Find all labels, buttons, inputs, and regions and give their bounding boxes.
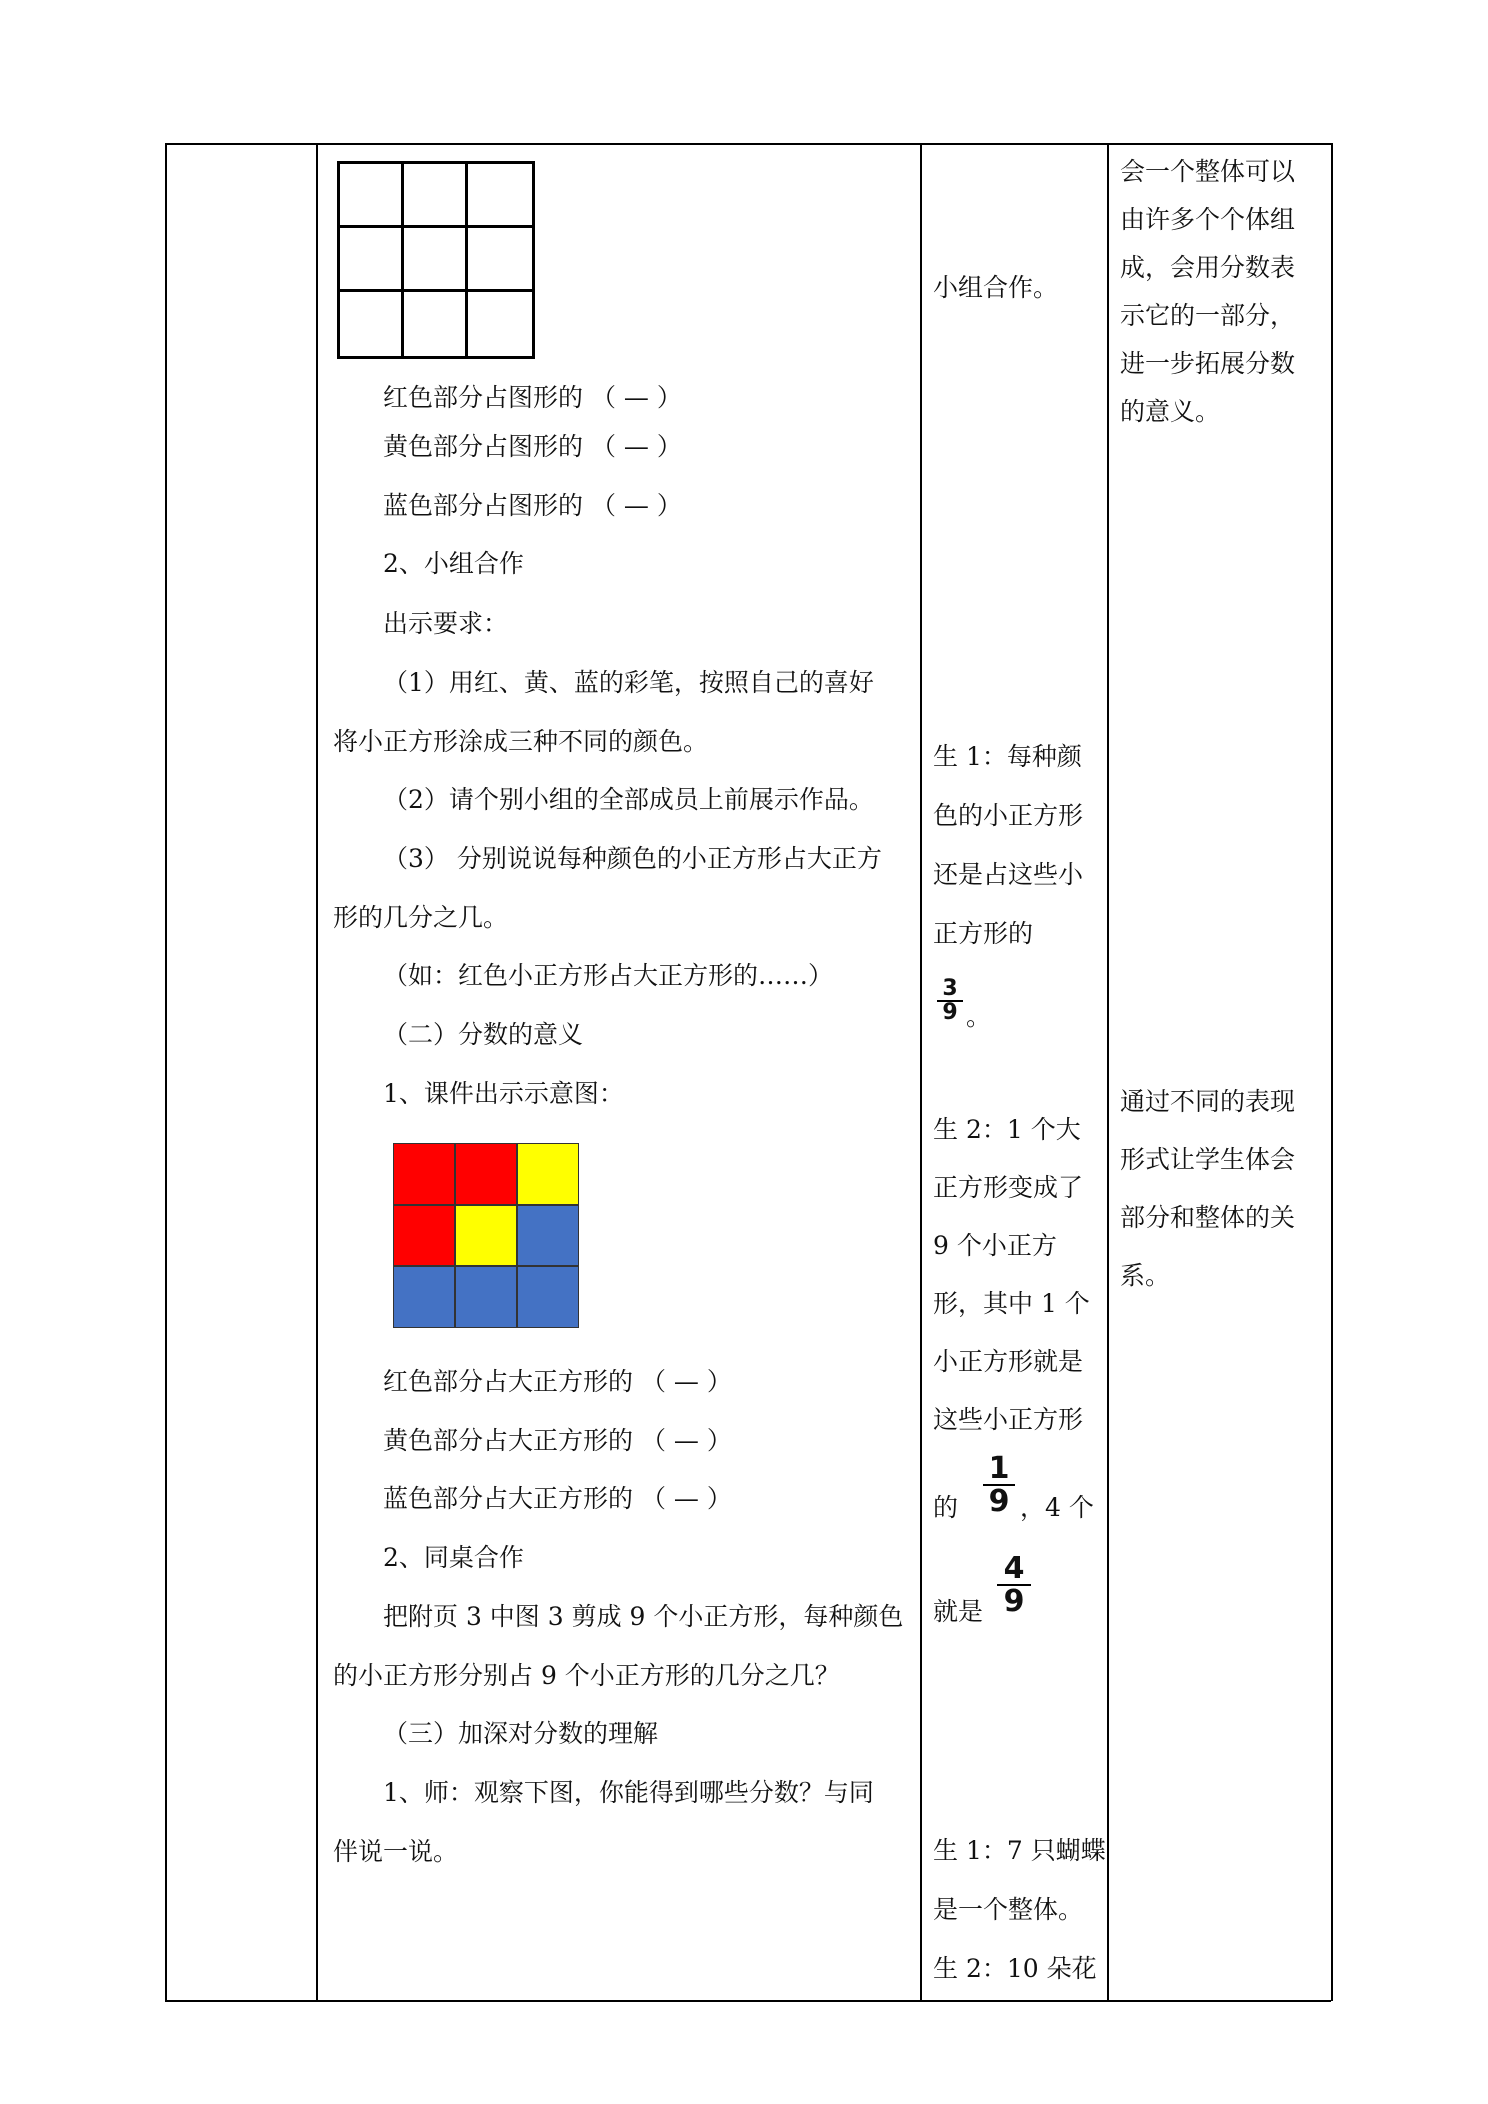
student-1-answer bbox=[933, 740, 1083, 976]
section-2-heading: （二）分数的意义 bbox=[383, 1020, 584, 1049]
requirement-2: （2）请个别小组的全部成员上前展示作品。 bbox=[383, 785, 874, 814]
grid-cell-blue bbox=[517, 1266, 579, 1328]
requirement-3-line-1: （3） 分别说说每种颜色的小正方形占大正方 bbox=[383, 844, 882, 873]
student-3-answer bbox=[933, 1834, 1106, 2011]
observe-line-2: 伴说一说。 bbox=[333, 1837, 459, 1866]
table-top-border bbox=[165, 143, 1331, 145]
student-1-line: 色的小正方形 bbox=[933, 801, 1084, 830]
requirement-1-line-2: 将小正方形涂成三种不同的颜色。 bbox=[333, 727, 709, 756]
student-2-line: 这些小正方形 bbox=[933, 1405, 1084, 1434]
student-2-line: 形，其中 1 个 bbox=[933, 1289, 1090, 1318]
design-note-line: 由许多个个体组 bbox=[1120, 205, 1296, 234]
design-note-line: 形式让学生体会 bbox=[1120, 1145, 1296, 1174]
student-2-four: ，4 个 bbox=[1020, 1493, 1094, 1522]
fraction-denominator: 9 bbox=[997, 1584, 1031, 1617]
student-2-line: 正方形变成了 bbox=[933, 1173, 1084, 1202]
grid-cell-blue bbox=[393, 1266, 455, 1328]
section-3-heading: （三）加深对分数的理解 bbox=[383, 1719, 659, 1748]
fraction-4-9 bbox=[997, 1553, 1031, 1617]
student-1-line: 正方形的 bbox=[933, 919, 1034, 948]
design-note-line: 的意义。 bbox=[1120, 397, 1221, 426]
grid-cell-yellow bbox=[455, 1205, 517, 1267]
design-note-line: 进一步拓展分数 bbox=[1120, 349, 1296, 378]
example-note: （如：红色小正方形占大正方形的……） bbox=[383, 961, 834, 990]
fraction-numerator: 1 bbox=[988, 1451, 1010, 1486]
q2-blue: 蓝色部分占大正方形的 （ — ） bbox=[383, 1484, 732, 1513]
student-1-line: 生 1：每种颜 bbox=[933, 742, 1082, 771]
table-col-border-2 bbox=[316, 143, 318, 2001]
fraction-3-9 bbox=[937, 978, 963, 1024]
q2-yellow: 黄色部分占大正方形的 （ — ） bbox=[383, 1426, 732, 1455]
fraction-1-9 bbox=[983, 1453, 1015, 1517]
student-3-line: 是一个整体。 bbox=[933, 1895, 1084, 1924]
desk-work-title: 2、同桌合作 bbox=[383, 1543, 524, 1572]
fraction-numerator: 3 bbox=[942, 976, 958, 1001]
table-col-border-5 bbox=[1331, 143, 1333, 2001]
grid-cell-red bbox=[393, 1205, 455, 1267]
design-note-line: 成，会用分数表 bbox=[1120, 253, 1296, 282]
fraction-denominator: 9 bbox=[937, 1000, 963, 1024]
student-3-line: 生 1：7 只蝴蝶 bbox=[933, 1836, 1106, 1865]
grid-cell-red bbox=[455, 1143, 517, 1205]
colored-grid-figure bbox=[393, 1143, 579, 1328]
student-2-answer bbox=[933, 1113, 1090, 1461]
q1-red: 红色部分占图形的 （ — ） bbox=[383, 383, 682, 412]
student-1-line: 还是占这些小 bbox=[933, 860, 1084, 889]
design-note-2 bbox=[1120, 1085, 1295, 1317]
table-col-border-1 bbox=[165, 143, 167, 2001]
q1-blue: 蓝色部分占图形的 （ — ） bbox=[383, 491, 682, 520]
fraction-numerator: 4 bbox=[1003, 1551, 1025, 1586]
design-note-line: 通过不同的表现 bbox=[1120, 1087, 1296, 1116]
q2-red: 红色部分占大正方形的 （ — ） bbox=[383, 1367, 732, 1396]
student-2-line: 9 个小正方 bbox=[933, 1231, 1057, 1260]
student-1-period: 。 bbox=[966, 1002, 992, 1031]
design-note-line: 会一个整体可以 bbox=[1120, 157, 1296, 186]
design-note-line: 部分和整体的关 bbox=[1120, 1203, 1296, 1232]
grid-cell-blue bbox=[455, 1266, 517, 1328]
desk-work-line-1: 把附页 3 中图 3 剪成 9 个小正方形，每种颜色 bbox=[383, 1602, 904, 1631]
design-note-1 bbox=[1120, 155, 1295, 443]
table-col-border-4 bbox=[1107, 143, 1109, 2001]
requirement-3-line-2: 形的几分之几。 bbox=[333, 903, 509, 932]
student-2-line: 生 2：1 个大 bbox=[933, 1115, 1081, 1144]
group-work-title: 2、小组合作 bbox=[383, 549, 524, 578]
observe-line-1: 1、师：观察下图，你能得到哪些分数？与同 bbox=[383, 1778, 874, 1807]
student-2-de: 的 bbox=[933, 1493, 959, 1522]
empty-grid-figure bbox=[337, 161, 535, 359]
table-bottom-border bbox=[165, 2000, 1331, 2002]
show-requirements: 出示要求： bbox=[383, 609, 509, 638]
requirement-1-line-1: （1）用红、黄、蓝的彩笔，按照自己的喜好 bbox=[383, 668, 874, 697]
grid-cell-blue bbox=[517, 1205, 579, 1267]
grid-cell-red bbox=[393, 1143, 455, 1205]
group-cooperation: 小组合作。 bbox=[933, 273, 1059, 302]
design-note-line: 示它的一部分， bbox=[1120, 301, 1296, 330]
show-diagram: 1、课件出示示意图： bbox=[383, 1079, 624, 1108]
student-2-jiushi: 就是 bbox=[933, 1597, 984, 1626]
student-2-line: 小正方形就是 bbox=[933, 1347, 1084, 1376]
grid-cell-yellow bbox=[517, 1143, 579, 1205]
student-3-line: 生 2：10 朵花 bbox=[933, 1954, 1097, 1983]
q1-yellow: 黄色部分占图形的 （ — ） bbox=[383, 432, 682, 461]
desk-work-line-2: 的小正方形分别占 9 个小正方形的几分之几？ bbox=[333, 1661, 840, 1690]
design-note-line: 系。 bbox=[1120, 1261, 1171, 1290]
table-col-border-3 bbox=[920, 143, 922, 2001]
fraction-denominator: 9 bbox=[983, 1484, 1015, 1517]
